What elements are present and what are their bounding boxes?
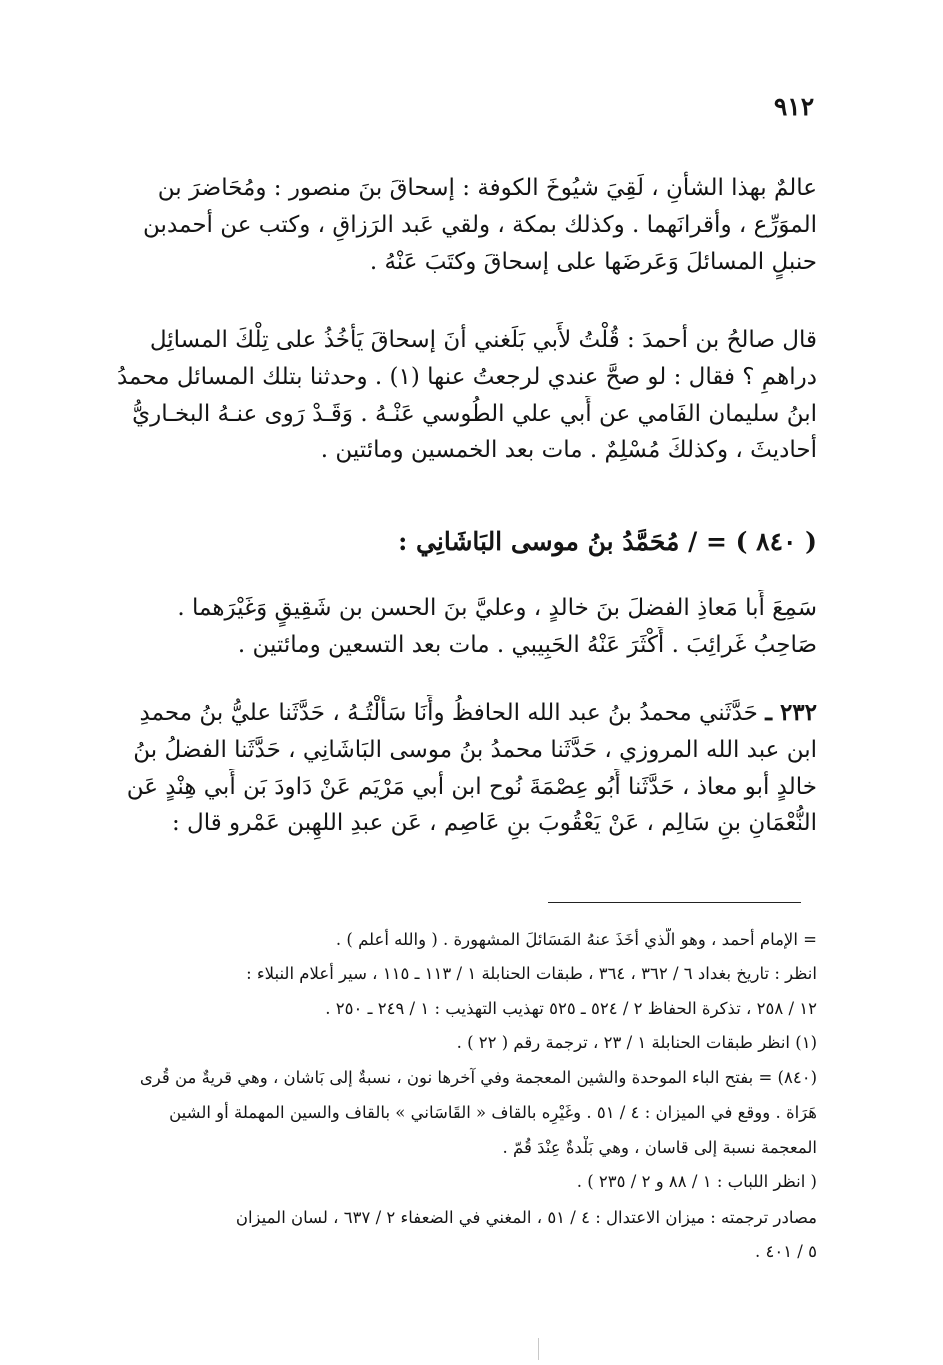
footnote-line: هَرَاة . ووقع في الميزان : ٤ / ٥١ . وغَيْرِه بالقاف « القَاسَاني » بالقاف والسين المهملة أو الشين: [169, 1103, 817, 1122]
footnote-line: ١٢ / ٢٥٨ ، تذكرة الحفاظ ٢ / ٥٢٤ ـ ٥٢٥ تهذيب التهذيب : ١ / ٢٤٩ ـ ٢٥٠ .: [325, 999, 817, 1018]
footnote-divider: [548, 902, 801, 903]
hadith-number: ٢٣٢ ـ: [765, 699, 817, 726]
footnote-line: ٥ / ٤٠١ .: [754, 1242, 817, 1261]
paragraph-salih-report: [100, 322, 817, 469]
text-line: حنبلٍ المسائلَ وَعَرضَها على إسحاقَ وكتَبَ عَنْهُ .: [369, 248, 817, 275]
paragraph-entry-body: [100, 590, 817, 664]
text-line: النُّعْمَانِ بنِ سَالِم ، عَنْ يَعْقُوبَ بنِ عَاصِم ، عَن عبدِ اللهِبن عَمْرو قال :: [171, 810, 817, 837]
footnote-line: المعجمة نسبة إلى قاسان ، وهي بَلْدةٌ عِنْدَ قُمّ .: [502, 1138, 817, 1157]
paragraph-biography-continuation: [100, 170, 817, 280]
scan-artifact: [538, 1338, 539, 1360]
footnote-line: ( انظر اللباب : ١ / ٨٨ و ٢ / ٢٣٥ ) .: [576, 1172, 817, 1191]
text-line: دراهمِ ؟ فقال : لو صحَّ عندي لرجعتُ عنها (١) . وحدثنا بتلك المسائل محمدُ: [116, 363, 817, 390]
entry-heading: ( ٨٤٠ ) = / مُحَمَّدُ بنُ موسى البَاشَانِي :: [398, 527, 817, 556]
hadith-line-text: حَدَّثَني محمدُ بنُ عبد الله الحافظُ وأَنَا سَأَلْتُـهُ ، حَدَّثَنا عليُّ بنُ محمدِ: [139, 700, 758, 726]
text-line: [100, 695, 817, 732]
page-number: ٩١٢: [773, 92, 815, 121]
footnote-line: (١) انظر طبقات الحنابلة ١ / ٢٣ ، ترجمة رقم ( ٢٢ ) .: [456, 1033, 817, 1052]
text-line: قال صالحُ بن أحمدَ : قُلْتُ لأَبي بَلَغني أنَ إسحاقَ يَأْخُذُ على تِلْكَ المسائِل: [149, 327, 817, 353]
footnote-line: (٨٤٠) = بفتح الباء الموحدة والشين المعجمة وفي آخرها نون ، نسبةٌ إلى بَاشان ، وهي قريةٌ من قُرى: [139, 1068, 817, 1087]
text-line: صَاحِبُ غَرائِبَ . أَكْثَرَ عَنْهُ الحَبِيبي . مات بعد التسعين ومائتين .: [237, 631, 817, 658]
footnote-line: انظر : تاريخ بغداد ٦ / ٣٦٢ ، ٣٦٤ ، طبقات الحنابلة ١ / ١١٣ ـ ١١٥ ، سير أعلام النبلاء :: [246, 964, 817, 983]
text-line: ابنُ سليمان الفَامي عن أَبي علي الطُوسي عَنْـهُ . وَقَـدْ رَوى عنـهُ البخـاريُّ: [132, 400, 817, 427]
text-line: ابن عبد الله المروزي ، حَدَّثَنا محمدُ بنُ موسى البَاشَانِي ، حَدَّثَنا الفضلُ بنُ: [133, 736, 817, 763]
text-line: الموَرِّع ، وأقرانَهما . وكذلك بمكة ، ولقي عَبد الرَزاقِ ، وكتب عن أحمدبن: [143, 211, 817, 238]
footnote-line: مصادر ترجمته : ميزان الاعتدال : ٤ / ٥١ ، المغني في الضعفاء ٢ / ٦٣٧ ، لسان الميزان: [235, 1208, 817, 1227]
text-line: سَمِعَ أَبا مَعاذِ الفضلَ بنَ خالدٍ ، وعليَّ بنَ الحسن بن شَقِيقٍ وَغَيْرَهما .: [177, 595, 817, 621]
text-line: أحاديثَ ، وكذلكَ مُسْلِمٌ . مات بعد الخمسين ومائتين .: [320, 437, 817, 464]
text-line: عالمٌ بهذا الشأنِ ، لَقِيَ شيُوخَ الكوفة : إسحاقَ بنَ منصور : ومُحَاضرَ بن: [157, 175, 817, 201]
paragraph-hadith-chain: [100, 695, 817, 842]
footnote-line: = الإمام أحمد ، وهو الَّذي أَخَذَ عنهُ المَسَائلَ المشهورة . ( والله أعلم ) .: [335, 930, 817, 949]
text-line: خالدٍ أبو معاذ ، حَدَّثَنا أَبُو عِصْمَةَ نُوح ابن أبي مَرْيَم عَنْ دَاودَ بَن أَبي هِنْدٍ عَن: [126, 773, 817, 800]
